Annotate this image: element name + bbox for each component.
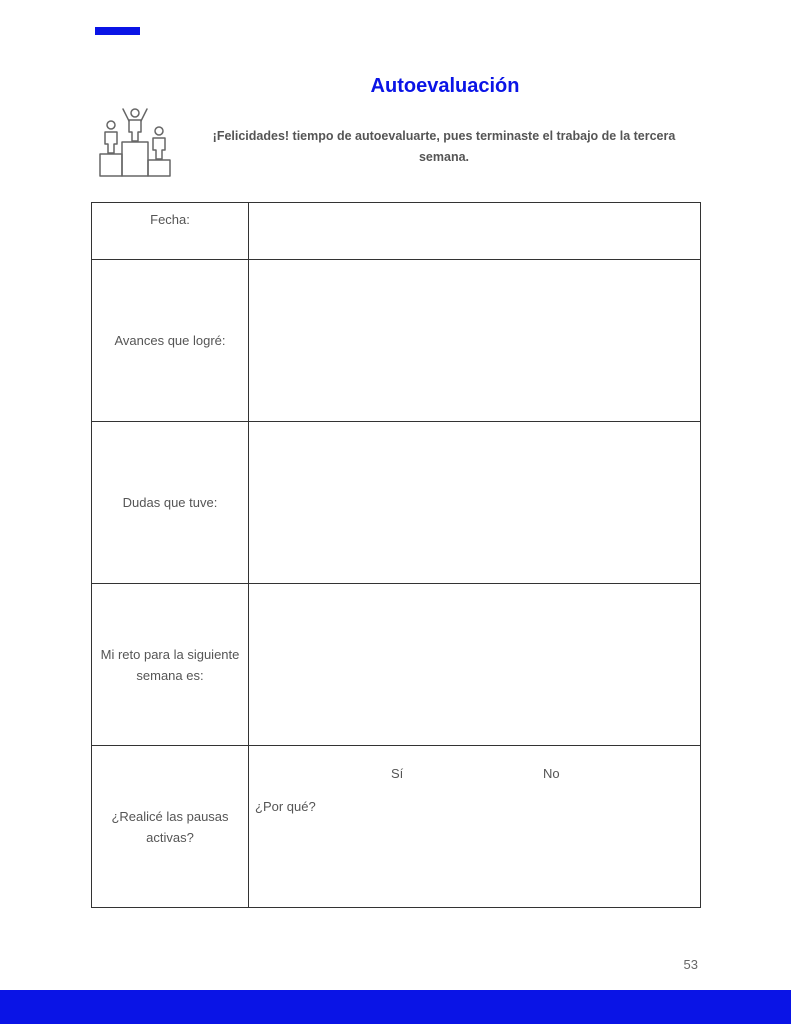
page-number: 53: [683, 957, 698, 972]
self-evaluation-table: [91, 202, 701, 908]
intro-text: ¡Felicidades! tiempo de autoevaluarte, pues terminaste el trabajo de la tercera semana.: [212, 129, 676, 164]
row-label: Dudas que tuve:: [92, 422, 249, 584]
row-label: Avances que logré:: [92, 260, 249, 422]
table-row: [92, 203, 701, 260]
table-row: [92, 746, 701, 908]
row-label: ¿Realicé las pausas activas?: [92, 746, 249, 908]
yes-option[interactable]: Sí: [391, 766, 404, 781]
podium-icon: [96, 106, 174, 178]
doubts-answer-field[interactable]: [249, 422, 701, 584]
footer-bar: [0, 990, 791, 1024]
table-row: [92, 422, 701, 584]
why-label: ¿Por qué?: [255, 799, 316, 814]
top-accent-bar: [95, 27, 140, 35]
table-row: [92, 584, 701, 746]
table-row: [92, 260, 701, 422]
active-breaks-answer-field[interactable]: [249, 746, 701, 908]
row-label: Fecha:: [92, 203, 249, 260]
row-label: Mi reto para la siguiente semana es:: [92, 584, 249, 746]
no-option[interactable]: No: [543, 766, 560, 781]
progress-answer-field[interactable]: [249, 260, 701, 422]
page-title: Autoevaluación: [370, 75, 520, 97]
challenge-answer-field[interactable]: [249, 584, 701, 746]
date-answer-field[interactable]: [249, 203, 701, 260]
